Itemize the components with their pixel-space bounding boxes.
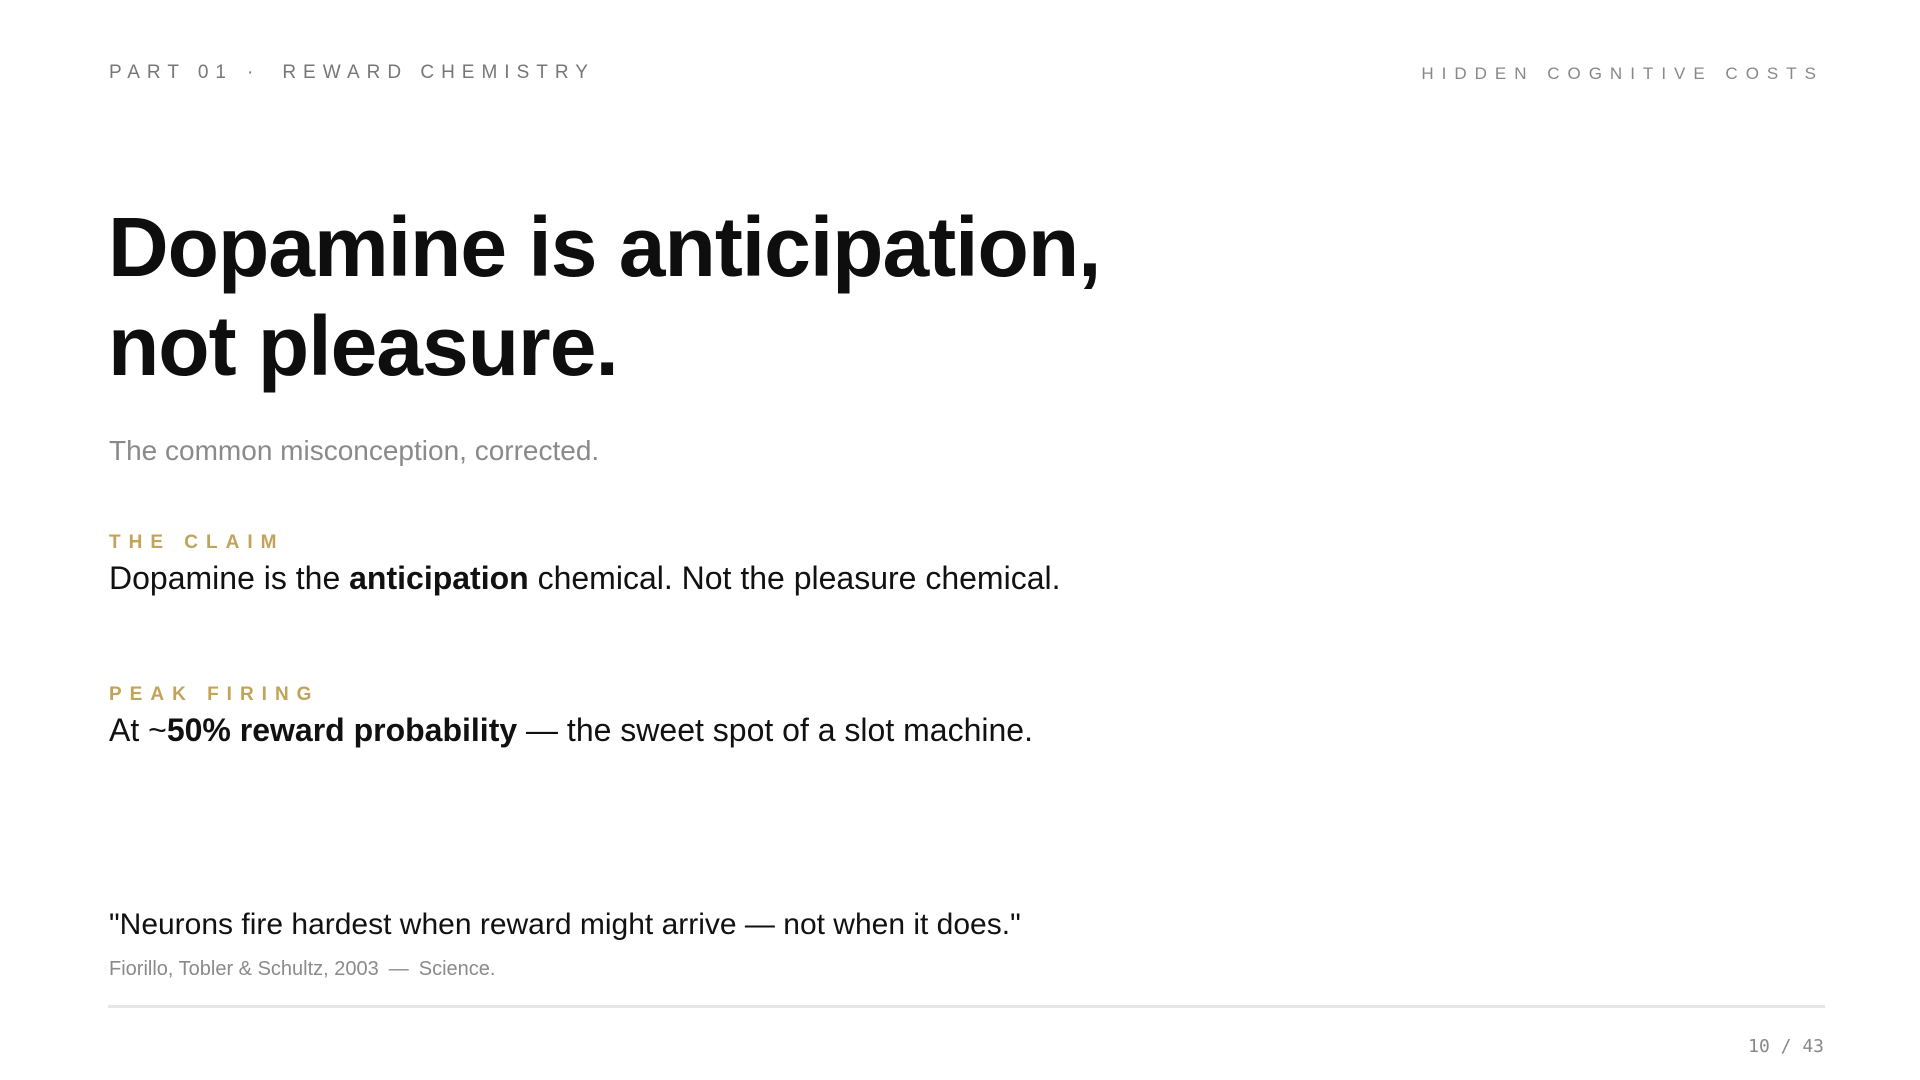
claim-label: THE CLAIM — [109, 532, 285, 553]
claim-statement — [109, 560, 1060, 597]
claim-prefix: Dopamine is the — [109, 560, 350, 596]
section-label: REWARD CHEMISTRY — [282, 62, 595, 83]
slide-subtitle: The common misconception, corrected. — [109, 435, 600, 466]
citation-journal: Science. — [418, 958, 496, 980]
peak-emphasis: 50% reward probability — [166, 712, 518, 748]
peak-label: PEAK FIRING — [109, 684, 320, 705]
footer-divider — [108, 1005, 1825, 1008]
claim-emphasis: anticipation — [349, 560, 529, 596]
claim-suffix: chemical. Not the pleasure chemical. — [528, 560, 1061, 596]
part-label: PART 01 — [109, 62, 233, 83]
peak-statement — [109, 712, 1033, 749]
section-eyebrow — [109, 62, 595, 84]
peak-suffix: — the sweet spot of a slot machine. — [517, 712, 1033, 748]
eyebrow-separator: · — [247, 62, 261, 83]
citation-authors: Fiorillo, Tobler & Schultz, 2003 — [109, 958, 379, 980]
citation-dash: — — [388, 958, 409, 980]
slide-title — [108, 198, 1100, 396]
quote-text: "Neurons fire hardest when reward might arrive — not when it does." — [109, 908, 1021, 941]
slide-title-line-1: Dopamine is anticipation, — [108, 200, 1101, 294]
page-number: 10 / 43 — [1748, 1036, 1824, 1057]
deck-title: HIDDEN COGNITIVE COSTS — [1421, 64, 1824, 83]
quote-citation — [109, 958, 495, 981]
slide-title-line-2: not pleasure. — [108, 299, 618, 393]
peak-prefix: At ~ — [109, 712, 167, 748]
